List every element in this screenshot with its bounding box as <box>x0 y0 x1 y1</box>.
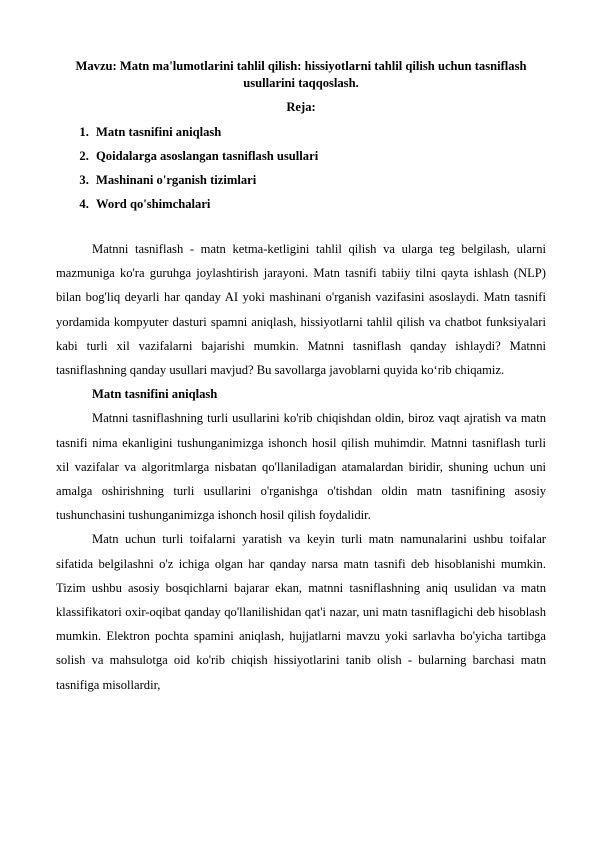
plan-item: 2. Qoidalarga asoslangan tasniflash usullari <box>92 144 546 168</box>
plan-item: 3. Mashinani o'rganish tizimlari <box>92 168 546 192</box>
plan-item: 1. Matn tasnifini aniqlash <box>92 120 546 144</box>
plan-list <box>56 120 546 216</box>
intro-paragraph: Matnni tasniflash - matn ketma-ketligini tahlil qilish va ularga teg belgilash, ularni mazmuniga ko'ra guruhga joylashtirish jarayoni. Matn tasnifi tabiiy tilni qayta ishlash (NLP) bilan bog'liq deyarli har qanday AI yoki mashinani o'rganish vazifasini asoslaydi. Matn tasnifi yordamida kompyuter dasturi spamni aniqlash, hissiyotlarni tahlil qilish va chatbot funksiyalari kabi turli xil vazifalarni bajarishi mumkin. Matnni tasniflash qanday ishlaydi? Matnni tasniflashning qanday usullari mavjud? Bu savollarga javoblarni quyida ko‘rib chiqamiz. <box>56 242 546 378</box>
plan-heading: Reja: <box>286 100 316 114</box>
plan-item: 4. Word qo'shimchalari <box>92 192 546 216</box>
section-paragraph: Matn uchun turli toifalarni yaratish va keyin turli matn namunalarini ushbu toifalar sifatida belgilashni o'z ichiga olgan har qanday narsa matn tasnifi deb hisoblanishi mumkin. Tizim ushbu asosiy bosqichlarni bajarar ekan, matnni tasniflashning aniq usulidan va matn klassifikatori oxir-oqibat qanday qo'llanilishidan qat'i nazar, uni matn tasniflagichi deb hisoblash mumkin. Elektron pochta spamini aniqlash, hujjatlarni mavzu yoki sarlavha bo'yicha tartibga solish va mahsulotga oid ko'rib chiqish hissiyotlarini tanib olish - bularning barchasi matn tasnifiga misollardir, <box>56 532 546 692</box>
section-heading: Matn tasnifini aniqlash <box>92 387 218 402</box>
section-paragraph: Matnni tasniflashning turli usullarini ko'rib chiqishdan oldin, biroz vaqt ajratish va matn tasnifi nima ekanligini tushunganimizga ishonch hosil qilish muhimdir. Matnni tasniflash turli xil vazifalar va algoritmlarga nisbatan qo'llaniladigan atamalardan biridir, shuning uchun uni amalga oshirishning turli usullarini o'rganishga o'tishdan oldin matn tasnifining asosiy tushunchasini tushunganimizga ishonch hosil qilish foydalidir. <box>56 411 546 523</box>
document-body <box>56 237 546 697</box>
document-title: Mavzu: Matn ma'lumotlarini tahlil qilish: hissiyotlarni tahlil qilish uchun tasniflash usullarini taqqoslash. <box>75 59 527 90</box>
